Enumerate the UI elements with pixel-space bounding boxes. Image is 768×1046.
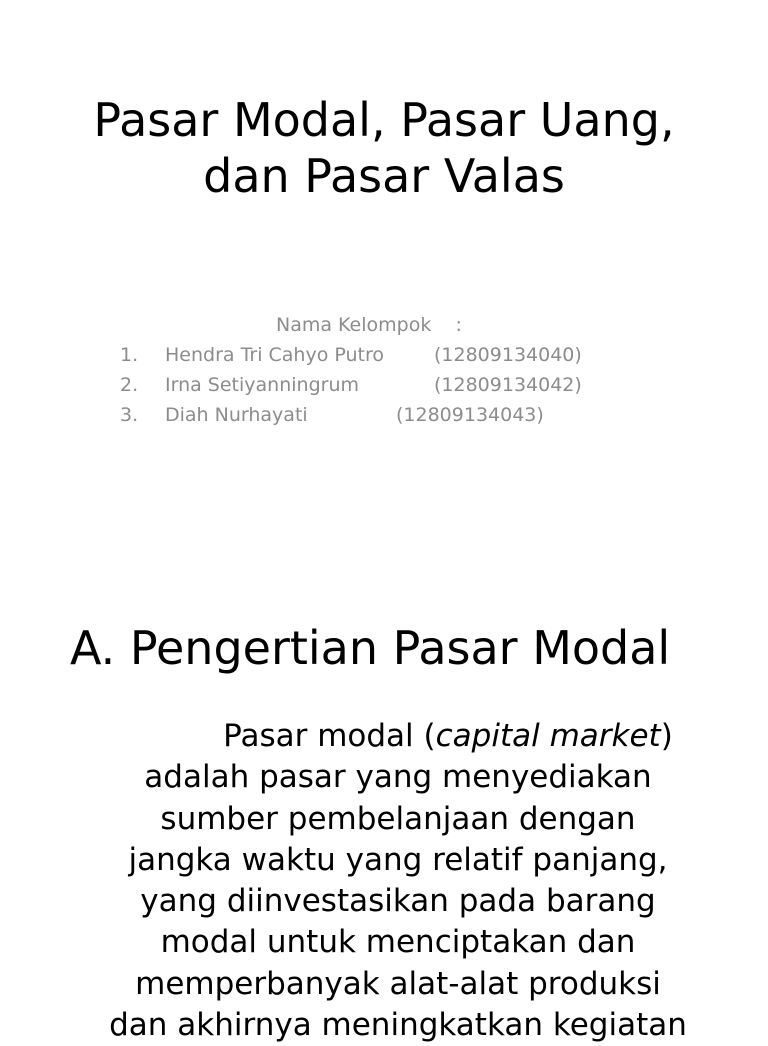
section-title: A. Pengertian Pasar Modal [70, 621, 671, 675]
body-paragraph [60, 716, 736, 1046]
member-name: Irna Setiyanningrum [165, 374, 359, 396]
content-slide [0, 576, 768, 1044]
paragraph-line: memperbanyak alat-alat produksi [135, 965, 661, 1002]
member-number: 3. [120, 404, 139, 426]
member-nim: (12809134042) [434, 374, 582, 396]
member-number: 2. [120, 374, 139, 396]
paragraph-line: yang diinvestasikan pada barang [140, 883, 656, 920]
paragraph-line: modal untuk menciptakan dan [160, 924, 636, 961]
member-nim: (12809134040) [434, 344, 582, 366]
member-nim: (12809134043) [396, 404, 544, 426]
member-name: Diah Nurhayati [165, 404, 308, 426]
para-term: capital market [435, 718, 661, 754]
slide-title [40, 92, 728, 204]
paragraph-first-line [60, 716, 736, 757]
member-number: 1. [120, 344, 139, 366]
para-start: Pasar modal ( [223, 718, 436, 754]
group-heading: Nama Kelompok : [276, 314, 462, 336]
paragraph-line: adalah pasar yang menyediakan [144, 759, 652, 796]
member-name: Hendra Tri Cahyo Putro [165, 344, 385, 366]
para-close: ) [660, 718, 673, 754]
title-line-2: dan Pasar Valas [203, 149, 565, 203]
title-line-1: Pasar Modal, Pasar Uang, [93, 93, 675, 147]
paragraph-line: jangka waktu yang relatif panjang, [128, 841, 668, 878]
paragraph-line: dan akhirnya meningkatkan kegiatan [109, 1007, 687, 1044]
paragraph-line: sumber pembelanjaan dengan [160, 800, 636, 837]
